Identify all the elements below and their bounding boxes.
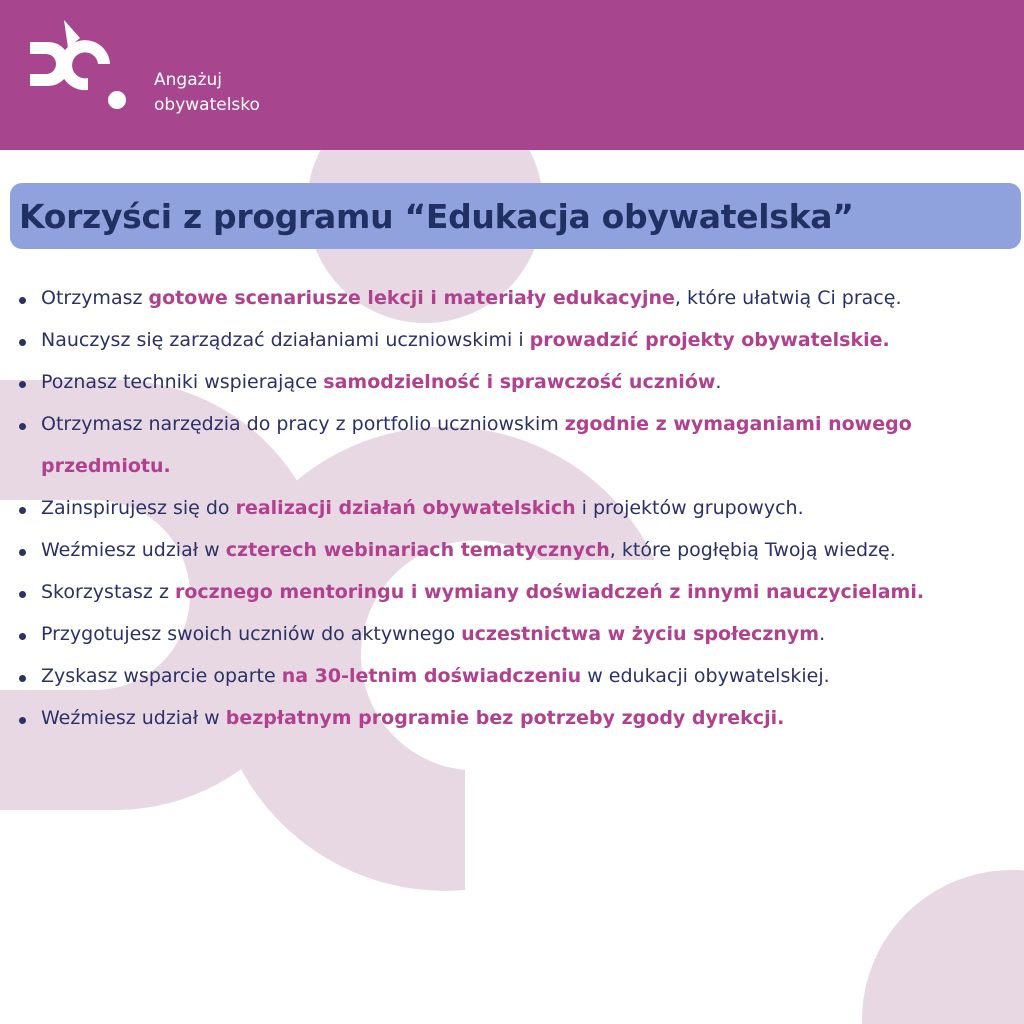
bullet-dot-icon [19,591,26,598]
benefit-highlight: czterech webinariach tematycznych [225,539,610,561]
bullet-dot-icon [19,381,26,388]
bullet-dot-icon [19,423,26,430]
benefit-item [0,697,1013,739]
bullet-dot-icon [19,717,26,724]
benefit-text-end: . [715,371,722,393]
benefit-text: Nauczysz się zarządzać działaniami uczniowskimi i [41,329,530,351]
brand-line-2: obywatelsko [154,95,260,115]
benefit-highlight: bezpłatnym programie bez potrzeby zgody dyrekcji. [225,707,785,729]
bullet-dot-icon [19,633,26,640]
benefit-text: Zainspirujesz się do [41,497,236,519]
brand-name [154,68,260,118]
page-title: Korzyści z programu “Edukacja obywatelska” [19,196,854,236]
angazuj-obywatelsko-logo-icon [28,14,138,114]
benefit-highlight: gotowe scenariusze lekcji i materiały edukacyjne [148,287,675,309]
benefit-item [0,613,1013,655]
benefit-text: Otrzymasz [41,287,149,309]
benefit-text: Weźmiesz udział w [41,707,226,729]
benefit-item [0,487,1013,529]
benefit-item [0,361,1013,403]
benefit-text-end: . [819,623,826,645]
benefit-text: Przygotujesz swoich uczniów do aktywnego [41,623,462,645]
watermark-dot [862,870,1024,1024]
benefit-highlight: na 30-letnim doświadczeniu [281,665,582,687]
benefit-text-end: , które pogłębią Twoją wiedzę. [609,539,896,561]
bullet-dot-icon [19,297,26,304]
benefit-text: Zyskasz wsparcie oparte [41,665,282,687]
benefits-list [0,277,1024,739]
benefit-text: Otrzymasz narzędzia do pracy z portfolio uczniowskim [41,413,565,435]
benefit-text: Skorzystasz z [41,581,175,603]
benefit-item [0,529,1013,571]
brand-line-1: Angażuj [154,70,223,90]
benefit-highlight: realizacji działań obywatelskich [235,497,576,519]
benefit-text-end: w edukacji obywatelskiej. [581,665,830,687]
title-bar [10,183,1021,249]
benefit-item [0,403,1013,487]
bullet-dot-icon [19,507,26,514]
header-banner [0,0,1024,150]
benefit-text: Poznasz techniki wspierające [41,371,324,393]
bullet-dot-icon [19,675,26,682]
benefit-item [0,319,1013,361]
benefit-highlight: samodzielność i sprawczość uczniów [323,371,716,393]
bullet-dot-icon [19,549,26,556]
benefit-text-end: i projektów grupowych. [575,497,804,519]
bullet-dot-icon [19,339,26,346]
benefit-highlight: zgodnie z wymaganiami nowego przedmiotu. [41,413,912,477]
benefit-highlight: prowadzić projekty obywatelskie. [529,329,890,351]
benefit-text: Weźmiesz udział w [41,539,226,561]
benefit-highlight: rocznego mentoringu i wymiany doświadczeń z innymi nauczycielami. [174,581,925,603]
benefit-highlight: uczestnictwa w życiu społecznym [461,623,820,645]
benefit-text-end: , które ułatwią Ci pracę. [674,287,902,309]
benefit-item [0,571,1013,613]
benefit-item [0,655,1013,697]
benefit-item [0,277,1013,319]
